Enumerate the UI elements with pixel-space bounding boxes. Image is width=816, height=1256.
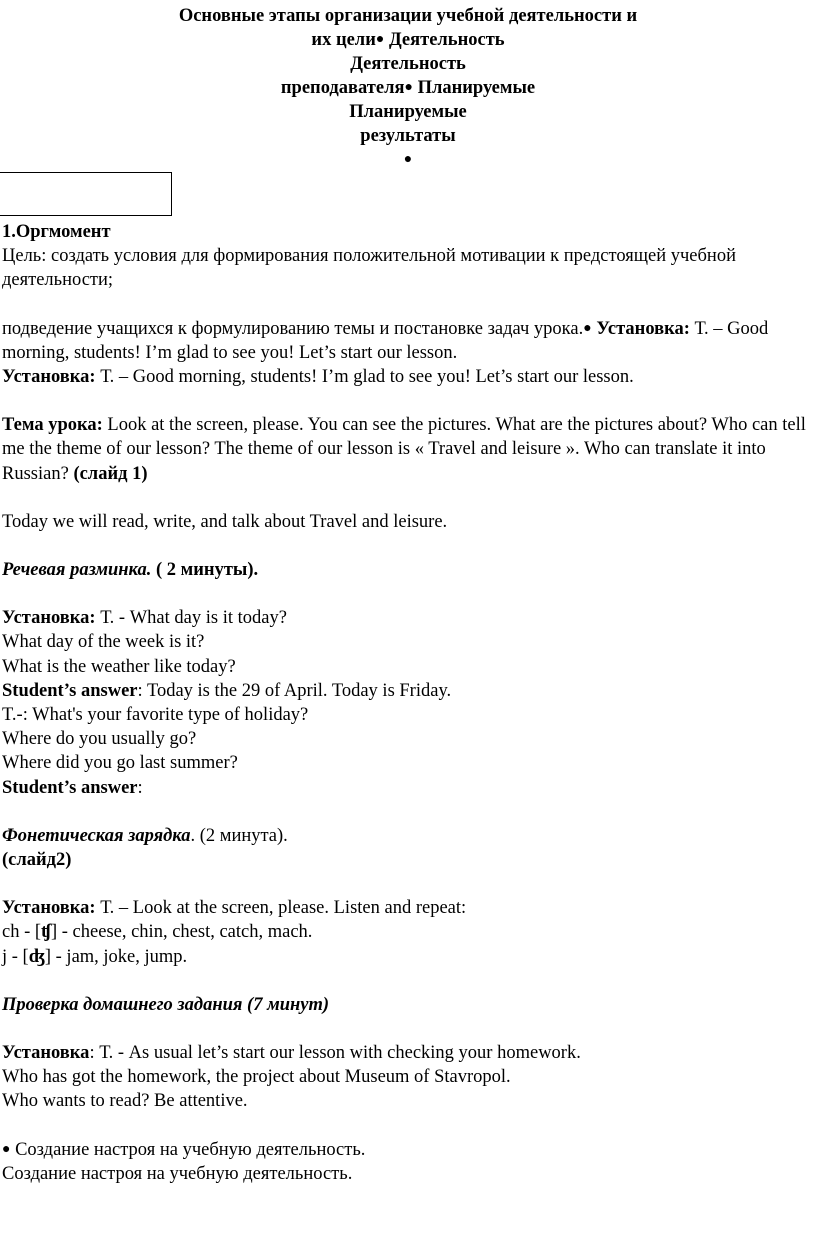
header-line (0, 76, 816, 100)
header-line: Планируемые (349, 102, 467, 122)
bullet-icon: ● (375, 32, 385, 47)
header-line: Деятельность (350, 54, 466, 74)
document-header (0, 4, 816, 172)
header-text: преподавателя (280, 78, 405, 98)
line: Student’s answer: Today is the 29 of April. Today is Friday. (2, 680, 452, 701)
label: Установка: (2, 898, 96, 919)
line: Установка: Т. - What day is it today? (2, 608, 287, 629)
paragraph: Today we will read, write, and talk about Travel and leisure. (2, 511, 448, 532)
header-line: результаты (360, 126, 456, 146)
empty-table-cell (0, 172, 172, 216)
section-title: Фонетическая зарядка. (2 минута). (2, 825, 288, 846)
bullet-icon: ● (404, 80, 413, 95)
line: Where do you usually go? (2, 729, 197, 750)
line: Where did you go last summer? (2, 753, 238, 774)
line: What is the weather like today? (2, 656, 236, 677)
document-body (2, 220, 816, 1186)
phonetic-symbol: ʧ (41, 922, 51, 943)
line: Создание настроя на учебную деятельность. (2, 1163, 353, 1184)
paragraph: Установка: Т. – Good morning, students! I’m glad to see you! Let’s start our lesson. (2, 367, 634, 388)
bullet-icon: ● (583, 320, 592, 336)
label: Установка (2, 1043, 90, 1064)
line: Who wants to read? Be attentive. (2, 1091, 248, 1112)
header-line (0, 28, 816, 52)
line: ch - [ʧ] - cheese, chin, chest, catch, mach. (2, 922, 313, 943)
header-text: их цели (311, 30, 376, 50)
slide-ref: (слайд 1) (73, 463, 148, 484)
phonetic-symbol: ʤ (28, 946, 45, 967)
line: Установка: Т. – Look at the screen, please. Listen and repeat: (2, 898, 467, 919)
header-text: Планируемые (412, 78, 536, 98)
header-line: Основные этапы организации учебной деятельности и (178, 6, 638, 26)
line: T.-: What's your favorite type of holiday? (2, 705, 309, 726)
line: What day of the week is it? (2, 632, 205, 653)
line: j - [ʤ] - jam, joke, jump. (2, 946, 188, 967)
header-text: Деятельность (384, 30, 505, 50)
paragraph: подведение учащихся к формулированию темы и постановке задач урока.● Установка: Т. – Good morning, students! I’m glad to see you! Let’s start our lesson. (2, 318, 769, 363)
slide-ref: (слайд2) (2, 850, 72, 871)
label: Тема урока: (2, 415, 103, 436)
label: Установка: (2, 608, 96, 629)
bullet-icon: ● (2, 1141, 11, 1157)
label: Student’s answer (2, 777, 138, 798)
line: ● Создание настроя на учебную деятельность. (2, 1139, 366, 1160)
theme-paragraph: Тема урока: Look at the screen, please. You can see the pictures. What are the pictures about? Who can tell me the theme of our lesson? The theme of our lesson is « Travel and leisure ». Who can translate it into Russian? (слайд 1) (2, 415, 806, 484)
section-title: Проверка домашнего задания (7 минут) (2, 994, 330, 1015)
bullet-icon: ● (403, 152, 413, 167)
section-title: 1.Оргмомент (2, 222, 111, 242)
label: Student’s answer (2, 680, 138, 701)
section-title: Речевая разминка. ( 2 минуты). (2, 560, 259, 581)
line: Who has got the homework, the project about Museum of Stavropol. (2, 1067, 511, 1088)
label: Установка: (596, 318, 690, 339)
line: Установка: Т. - As usual let’s start our lesson with checking your homework. (2, 1043, 581, 1064)
line: Student’s answer: (2, 777, 143, 798)
label: Установка: (2, 367, 96, 388)
goal-text: Цель: создать условия для формирования положительной мотивации к предстоящей учебной деятельности; (2, 246, 736, 291)
